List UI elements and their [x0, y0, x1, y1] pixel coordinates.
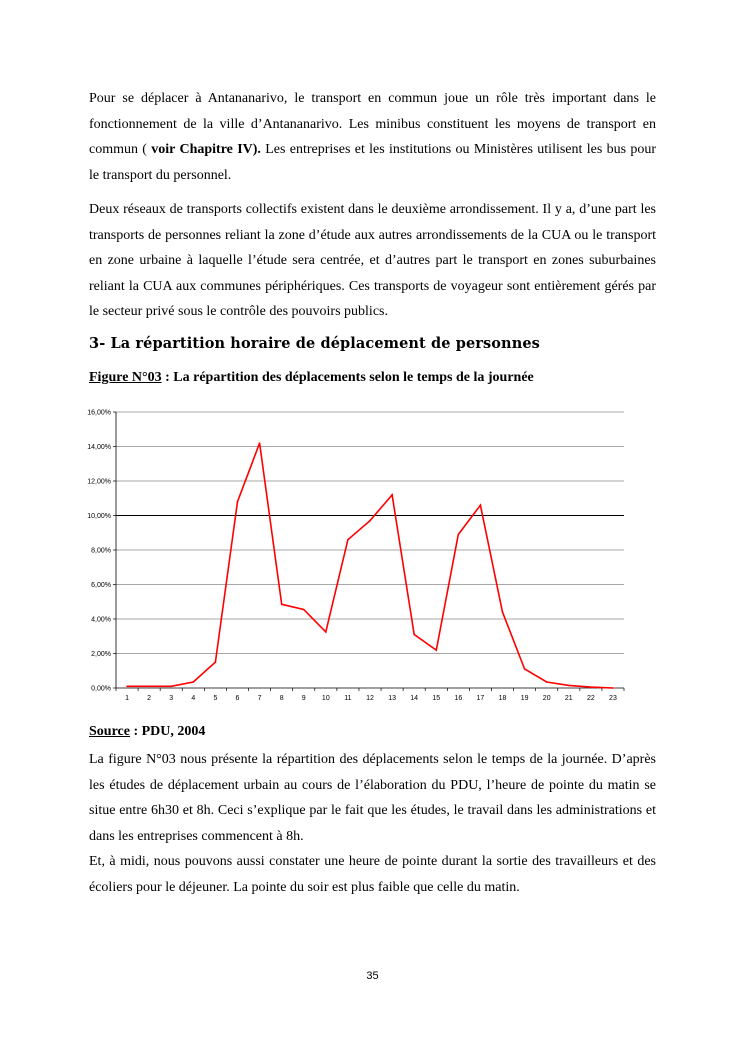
chart-series	[126, 442, 614, 689]
source-line	[89, 724, 205, 740]
figure-title	[89, 370, 534, 386]
analysis-text: La figure N°03 nous présente la répartition des déplacements selon le temps de la journée. D’après les études de déplacement urbain au cours de l’élaboration du PDU, l’heure de pointe du matin se situe entre 6h30 et 8h. Ceci s’explique par le fait que les études, le travail dans les administrations et dans les entreprises commencent à 8h.	[89, 752, 656, 844]
x-tick-label: 10	[321, 695, 330, 702]
x-tick-label: 18	[498, 695, 507, 702]
chapter-reference: voir Chapitre IV).	[151, 142, 261, 157]
networks-paragraph: Deux réseaux de transports collectifs existent dans le deuxième arrondissement. Il y a, d’une part les transports de personnes reliant la zone d’étude aux autres arrondissements de la CUA ou le transport en zone urbaine à laquelle l’étude sera centrée, et d’autres part le transport en zones suburbaines reliant la CUA aux communes périphériques. Ces transports de voyageur sont entièrement gérés par le secteur privé sous le contrôle des pouvoirs publics.	[89, 202, 656, 319]
x-tick-label: 13	[388, 695, 396, 702]
x-tick-label: 23	[609, 695, 617, 702]
x-tick-label: 14	[410, 695, 419, 702]
y-tick-label: 12,00%	[87, 478, 111, 486]
x-tick-label: 9	[301, 695, 306, 702]
data-point	[347, 539, 349, 541]
y-tick-label: 6,00%	[91, 582, 111, 589]
x-axis-ticks	[116, 688, 624, 702]
x-tick-label: 11	[344, 695, 352, 702]
trip-distribution-chart	[80, 404, 630, 709]
data-point	[524, 668, 526, 670]
y-tick-label: 8,00%	[91, 547, 111, 555]
data-point	[369, 520, 371, 522]
x-tick-label: 6	[235, 695, 240, 702]
data-point	[612, 687, 614, 689]
source-text: : PDU, 2004	[129, 724, 206, 739]
data-point	[391, 494, 393, 496]
x-tick-label: 16	[454, 695, 463, 702]
x-tick-label: 22	[586, 695, 595, 702]
data-point	[568, 685, 570, 687]
x-tick-label: 4	[191, 695, 196, 702]
x-tick-label: 20	[542, 695, 551, 702]
y-tick-label: 2,00%	[91, 651, 111, 658]
data-point	[281, 604, 283, 606]
intro-text: Pour se déplacer à Antananarivo, le transport en commun joue un rôle très important dans le fonctionnement de la ville d’Antananarivo. Les minibus constituent les moyens de transport en commun (	[89, 91, 656, 157]
x-tick-label: 1	[125, 695, 129, 702]
data-point	[237, 501, 239, 503]
data-point	[126, 685, 128, 687]
y-tick-label: 16,00%	[87, 409, 111, 417]
intro-paragraph	[89, 86, 656, 188]
y-axis-ticks	[87, 410, 116, 693]
data-point	[546, 681, 548, 683]
data-point	[590, 686, 592, 688]
data-point	[303, 609, 305, 611]
data-point	[435, 649, 437, 651]
page-number: 35	[366, 970, 379, 982]
analysis-paragraph	[89, 747, 656, 900]
x-tick-label: 19	[520, 695, 529, 702]
data-point	[502, 611, 504, 613]
figure-label: Figure N°03	[89, 370, 162, 385]
x-tick-label: 15	[432, 695, 441, 702]
section-heading: 3- La répartition horaire de déplacement de personnes	[89, 335, 540, 352]
y-tick-label: 10,00%	[87, 513, 111, 520]
data-point	[193, 681, 195, 683]
x-tick-label: 7	[257, 695, 262, 702]
data-point	[259, 442, 261, 444]
y-tick-label: 0,00%	[91, 685, 111, 693]
x-tick-label: 8	[279, 695, 284, 702]
data-point	[215, 661, 217, 663]
y-tick-label: 4,00%	[91, 616, 111, 624]
data-point	[458, 534, 460, 536]
data-point	[480, 504, 482, 506]
chart-gridlines	[116, 412, 624, 654]
intro-text-end: Les entreprises et les institutions ou Ministères utilisent les bus pour le transport du personnel.	[89, 142, 657, 183]
x-tick-label: 17	[476, 695, 485, 702]
source-label: Source	[89, 724, 130, 739]
figure-caption: : La répartition des déplacements selon le temps de la journée	[161, 370, 534, 385]
y-tick-label: 14,00%	[87, 444, 111, 451]
x-tick-label: 2	[147, 695, 152, 702]
x-tick-label: 12	[366, 695, 374, 702]
series-line	[127, 443, 613, 688]
x-tick-label: 5	[213, 695, 218, 702]
data-point	[148, 685, 150, 687]
data-point	[413, 634, 415, 636]
x-tick-label: 21	[564, 695, 573, 702]
x-tick-label: 3	[169, 695, 174, 702]
analysis-text-second: Et, à midi, nous pouvons aussi constater une heure de pointe durant la sortie des travailleurs et des écoliers pour le déjeuner. La pointe du soir est plus faible que celle du matin.	[89, 854, 656, 895]
data-point	[325, 631, 327, 633]
data-point	[170, 685, 172, 687]
